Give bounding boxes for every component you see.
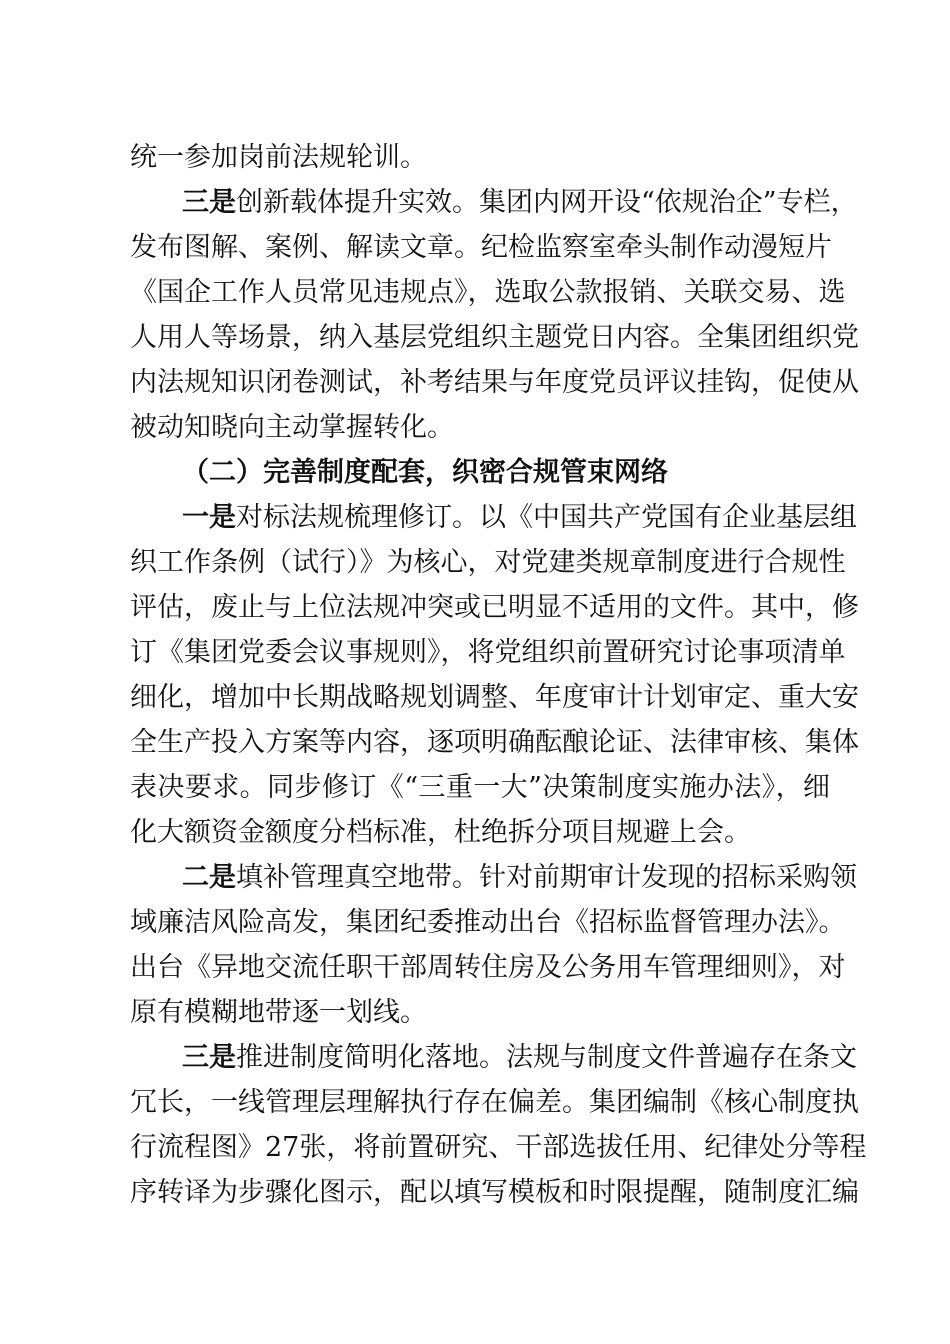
body-line — [130, 586, 859, 630]
lead-marker: 三是 — [182, 1042, 236, 1073]
body-line — [130, 406, 830, 450]
line-text: 人用人等场景，纳入基层党组织主题党日内容。全集团组织党 — [130, 322, 859, 353]
body-line — [130, 811, 830, 855]
body-line — [130, 226, 830, 270]
line-text: 填补管理真空地带。针对前期审计发现的招标采购领 — [236, 862, 857, 893]
body-line — [130, 136, 830, 180]
line-text: 全生产投入方案等内容，逐项明确酝酿论证、法律审核、集体 — [130, 727, 859, 758]
body-line — [130, 676, 859, 720]
body-line — [130, 1081, 859, 1125]
line-text: 评估，废止与上位法规冲突或已明显不适用的文件。其中，修 — [130, 592, 859, 623]
line-text: 行流程图》27张，将前置研究、干部选拔任用、纪律处分等程 — [130, 1132, 867, 1163]
line-text: 序转译为步骤化图示，配以填写模板和时限提醒，随制度汇编 — [130, 1177, 859, 1208]
line-text: 订《集团党委会议事规则》，将党组织前置研究讨论事项清单 — [130, 637, 846, 668]
line-text: 创新载体提升实效。集团内网开设“依规治企”专栏， — [236, 187, 858, 218]
line-text: 《国企工作人员常见违规点》，选取公款报销、关联交易、选 — [130, 277, 846, 308]
line-text: 域廉洁风险高发，集团纪委推动出台《招标监督管理办法》。 — [130, 907, 846, 938]
body-line — [130, 1171, 859, 1215]
line-text: 发布图解、案例、解读文章。纪检监察室牵头制作动漫短片 — [130, 232, 832, 263]
line-text: 原有模糊地带逐一划线。 — [130, 997, 427, 1028]
body-line — [130, 1126, 867, 1170]
body-line — [130, 541, 846, 585]
line-text: 表决要求。同步修订《“三重一大”决策制度实施办法》，细 — [130, 772, 830, 803]
body-line — [130, 946, 846, 990]
lead-marker: 一是 — [182, 502, 236, 533]
lead-marker: 三是 — [182, 187, 236, 218]
paragraph-first-line — [182, 181, 858, 225]
line-text: 出台《异地交流任职干部周转住房及公务用车管理细则》，对 — [130, 952, 846, 983]
body-line — [130, 361, 859, 405]
line-text: 细化，增加中长期战略规划调整、年度审计计划审定、重大安 — [130, 682, 859, 713]
line-text: 内法规知识闭卷测试，补考结果与年度党员评议挂钩，促使从 — [130, 367, 859, 398]
paragraph-first-line — [182, 496, 857, 540]
body-line — [130, 631, 846, 675]
paragraph-first-line — [182, 856, 857, 900]
line-text: 化大额资金额度分档标准，杜绝拆分项目规避上会。 — [130, 817, 751, 848]
line-text: 冗长，一线管理层理解执行存在偏差。集团编制《核心制度执 — [130, 1087, 859, 1118]
body-line — [130, 766, 830, 810]
paragraph-first-line — [182, 1036, 857, 1080]
body-line — [130, 316, 859, 360]
line-text: 统一参加岗前法规轮训。 — [130, 142, 427, 173]
body-line — [130, 721, 859, 765]
line-text: 织工作条例（试行）》为核心，对党建类规章制度进行合规性 — [130, 547, 846, 578]
body-line — [130, 271, 846, 315]
lead-marker: 二是 — [182, 862, 236, 893]
heading-text: （二）完善制度配套，织密合规管束网络 — [182, 457, 668, 488]
line-text: 被动知晓向主动掌握转化。 — [130, 412, 454, 443]
body-line — [130, 991, 830, 1035]
line-text: 推进制度简明化落地。法规与制度文件普遍存在条文 — [236, 1042, 857, 1073]
section-heading — [182, 451, 830, 495]
body-line — [130, 901, 846, 945]
line-text: 对标法规梳理修订。以《中国共产党国有企业基层组 — [236, 502, 857, 533]
